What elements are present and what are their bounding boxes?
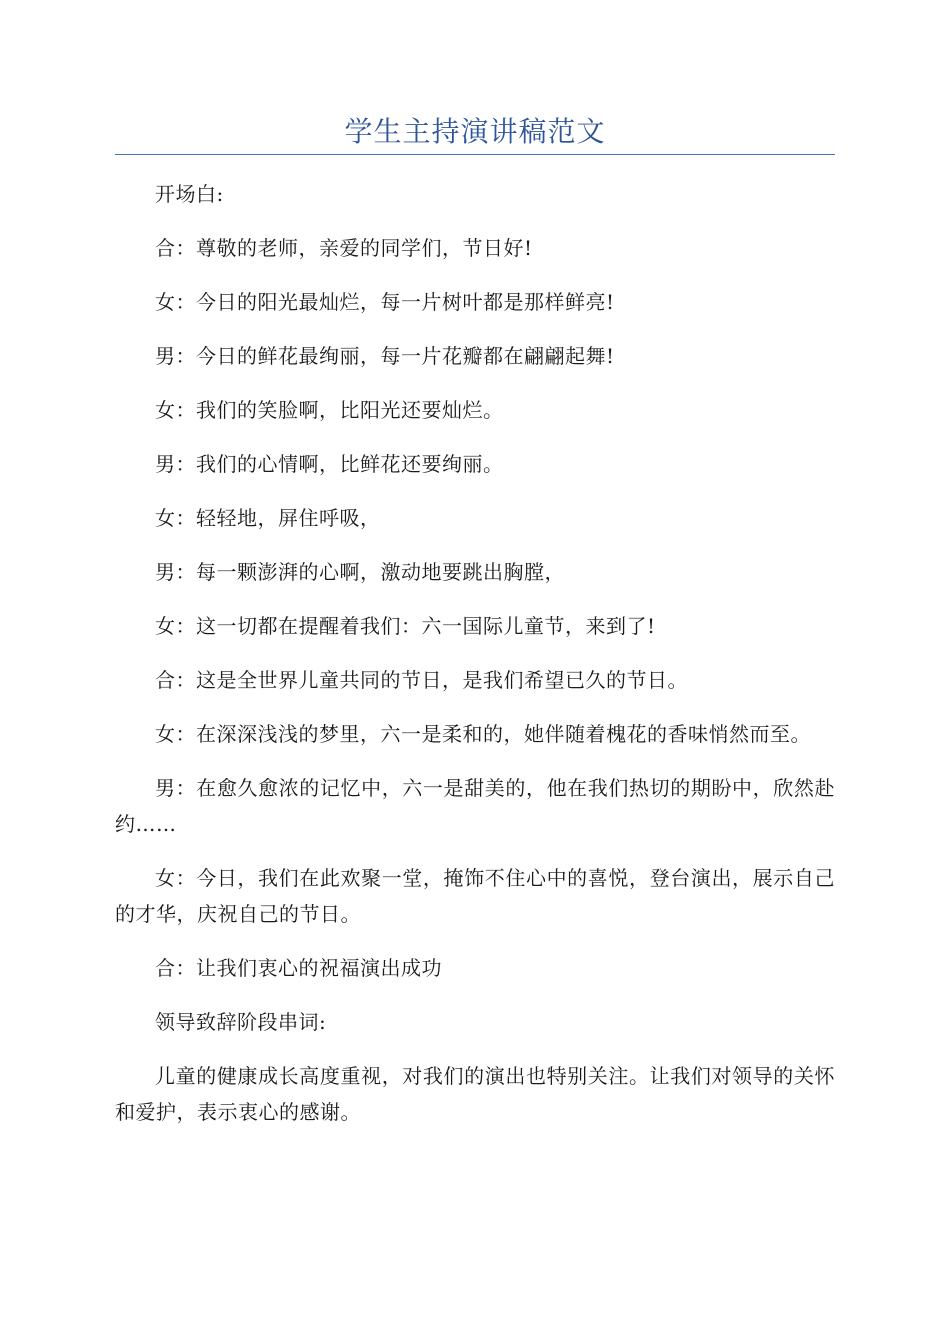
- paragraph: 合：让我们衷心的祝福演出成功: [155, 956, 442, 980]
- paragraph: 合：尊敬的老师，亲爱的同学们，节日好!: [155, 236, 533, 260]
- paragraph: 女：在深深浅浅的梦里，六一是柔和的，她伴随着槐花的香味悄然而至。: [155, 722, 811, 746]
- paragraph-opening-heading: 开场白:: [155, 182, 224, 206]
- paragraph: 男：每一颗澎湃的心啊，激动地要跳出胸膛，: [155, 560, 565, 584]
- paragraph: 儿童的健康成长高度重视，对我们的演出也特别关注。让我们对领导的关怀和爱护，表示衷心的感谢。: [115, 1064, 835, 1124]
- paragraph: 男：我们的心情啊，比鲜花还要绚丽。: [155, 452, 504, 476]
- document-body: [115, 176, 835, 1148]
- paragraph: 女：今日的阳光最灿烂，每一片树叶都是那样鲜亮!: [155, 290, 615, 314]
- paragraph-leader-speech-heading: 领导致辞阶段串词:: [155, 1010, 327, 1034]
- paragraph: 女：今日，我们在此欢聚一堂，掩饰不住心中的喜悦，登台演出，展示自己的才华，庆祝自己的节日。: [115, 866, 835, 926]
- paragraph: 男：在愈久愈浓的记忆中，六一是甜美的，他在我们热切的期盼中，欣然赴约……: [115, 776, 835, 836]
- paragraph: 男：今日的鲜花最绚丽，每一片花瓣都在翩翩起舞!: [155, 344, 615, 368]
- paragraph: 女：我们的笑脸啊，比阳光还要灿烂。: [155, 398, 504, 422]
- paragraph: 合：这是全世界儿童共同的节日，是我们希望已久的节日。: [155, 668, 688, 692]
- title-underline: [115, 154, 835, 155]
- paragraph: 女：这一切都在提醒着我们：六一国际儿童节，来到了!: [155, 614, 656, 638]
- document-title: 学生主持演讲稿范文: [344, 115, 606, 148]
- paragraph: 女：轻轻地，屏住呼吸，: [155, 506, 381, 530]
